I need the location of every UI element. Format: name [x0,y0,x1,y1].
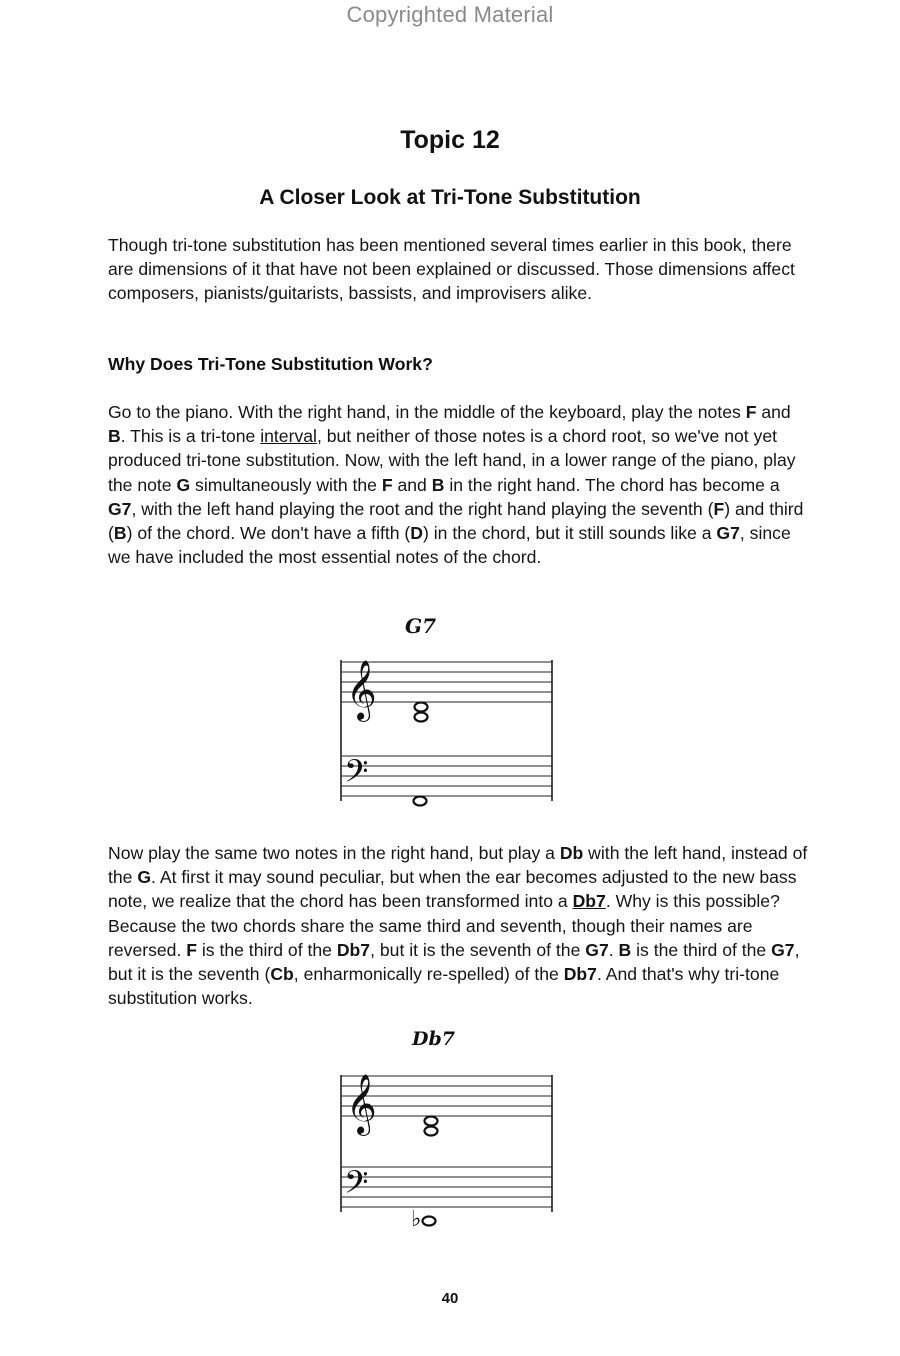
treble-clef-icon: 𝄞 [346,660,377,720]
bass-clef-icon: 𝄢 [344,753,369,797]
bass-staff [341,1167,552,1207]
copyright-watermark: Copyrighted Material [346,2,554,27]
chord-symbol-db7: Db7 [412,1028,455,1050]
chapter-subtitle: A Closer Look at Tri-Tone Substitution [259,186,641,209]
intro-paragraph: Though tri-tone substitution has been mentioned several times earlier in this book, there are dimensions of it that have not been explained or discussed. Those dimensions affect composers, pianists/guitarists, bassists, and improvisers alike. [108,235,795,304]
note-f [415,703,428,712]
music-example-g7 [330,605,570,810]
section-heading: Why Does Tri-Tone Substitution Work? [108,354,433,374]
flat-icon: ♭ [411,1207,422,1232]
note-db-bass [423,1217,436,1226]
page-title: Topic 12 [400,126,500,154]
note-b [415,713,428,722]
note-g-bass [414,797,427,806]
treble-clef-icon: 𝄞 [346,1074,377,1134]
chord-symbol-g7: G7 [405,614,436,638]
page-number: 40 [441,1290,459,1307]
explanation-paragraph-2: Now play the same two notes in the right hand, but play a Db with the left hand, instead of the G. At first it may sound peculiar, but when the ear becomes adjusted to the new bass note, we realize that the chord has been transformed into a Db7. Why is this possible? Because the two chords share the same third and seventh, though their names are reversed. F is the third of the Db7, but it is the seventh of the G7. B is the third of the G7, but it is the seventh (Cb, enharmonically re-spelled) of the Db7. And that's why tri-tone substitution works. [108,843,808,1009]
bass-staff [341,756,552,796]
music-example-db7 [330,1020,570,1235]
bass-clef-icon: 𝄢 [344,1164,369,1208]
note-b [425,1127,438,1136]
note-f [425,1117,438,1126]
explanation-paragraph-1: Go to the piano. With the right hand, in the middle of the keyboard, play the notes F and B. This is a tri-tone interval, but neither of those notes is a chord root, so we've not yet produced tri-tone substitution. Now, with the left hand, in a lower range of the piano, play the note G simultaneously with the F and B in the right hand. The chord has become a G7, with the left hand playing the root and the right hand playing the seventh (F) and third (B) of the chord. We don't have a fifth (D) in the chord, but it still sounds like a G7, since we have included the most essential notes of the chord. [108,402,804,568]
